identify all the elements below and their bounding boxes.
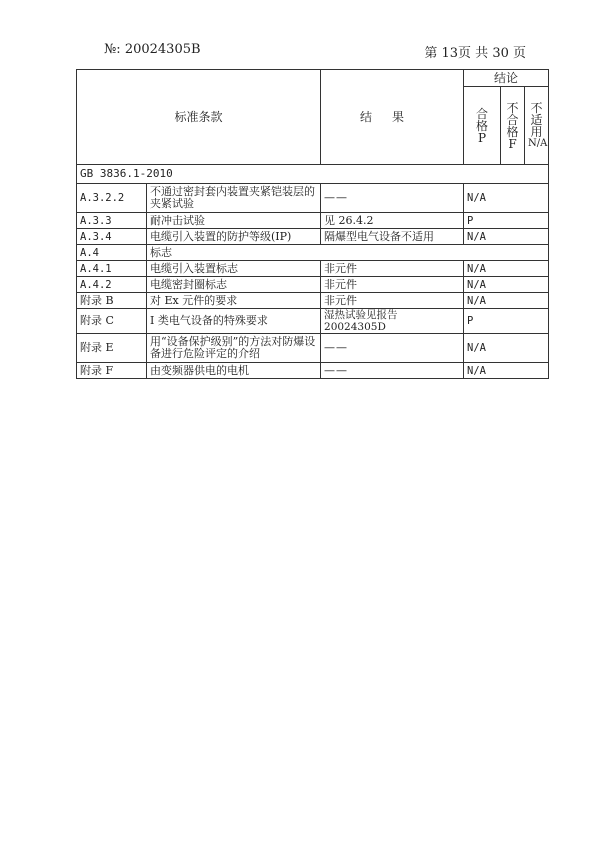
standard-title: GB 3836.1-2010 xyxy=(77,165,549,184)
table-row xyxy=(77,309,549,334)
header-standard-clause: 标准条款 xyxy=(77,70,321,165)
requirement-cell: 对 Ex 元件的要求 xyxy=(147,293,321,309)
clause-cell: A.4 xyxy=(77,245,147,261)
requirement-cell: 由变频器供电的电机 xyxy=(147,363,321,379)
table-row xyxy=(77,277,549,293)
verdict-cell: N/A xyxy=(464,277,549,293)
table-row xyxy=(77,245,549,261)
clause-cell: A.3.2.2 xyxy=(77,184,147,213)
verdict-cell: P xyxy=(464,213,549,229)
result-cell: 非元件 xyxy=(321,261,464,277)
result-cell: 见 26.4.2 xyxy=(321,213,464,229)
result-cell: 非元件 xyxy=(321,277,464,293)
verdict-table xyxy=(76,69,549,379)
header-conclusion: 结论 xyxy=(464,70,549,87)
result-cell: 非元件 xyxy=(321,293,464,309)
clause-cell: A.4.2 xyxy=(77,277,147,293)
clause-cell: A.4.1 xyxy=(77,261,147,277)
page-number: 第 13页 共 30 页 xyxy=(424,46,526,61)
report-number: №: 20024305B xyxy=(104,42,201,57)
header-result: 结果 xyxy=(321,70,464,165)
header-pass: 合 格 P xyxy=(464,87,501,165)
requirement-cell: 电缆引入装置标志 xyxy=(147,261,321,277)
clause-cell: 附录 E xyxy=(77,334,147,363)
requirement-cell: 标志 xyxy=(147,245,549,261)
table-row xyxy=(77,261,549,277)
table-row xyxy=(77,184,549,213)
table-row xyxy=(77,334,549,363)
requirement-cell: I 类电气设备的特殊要求 xyxy=(147,309,321,334)
verdict-cell: N/A xyxy=(464,229,549,245)
table-row xyxy=(77,229,549,245)
verdict-cell: P xyxy=(464,309,549,334)
verdict-cell: N/A xyxy=(464,293,549,309)
table-row xyxy=(77,213,549,229)
verdict-cell: N/A xyxy=(464,334,549,363)
requirement-cell: 不通过密封套内装置夹紧铠装层的夹紧试验 xyxy=(147,184,321,213)
header-fail: 不 合 格 F xyxy=(501,87,525,165)
requirement-cell: 用“设备保护级别”的方法对防爆设备进行危险评定的介绍 xyxy=(147,334,321,363)
verdict-cell: N/A xyxy=(464,363,549,379)
header-not-applicable: 不 适 用 N/A xyxy=(525,87,549,165)
requirement-cell: 电缆密封圈标志 xyxy=(147,277,321,293)
result-cell: —— xyxy=(321,184,464,213)
table-row xyxy=(77,293,549,309)
requirement-cell: 电缆引入装置的防护等级(IP) xyxy=(147,229,321,245)
clause-cell: A.3.4 xyxy=(77,229,147,245)
result-cell: —— xyxy=(321,334,464,363)
verdict-cell: N/A xyxy=(464,184,549,213)
clause-cell: 附录 C xyxy=(77,309,147,334)
clause-cell: A.3.3 xyxy=(77,213,147,229)
verdict-cell: N/A xyxy=(464,261,549,277)
requirement-cell: 耐冲击试验 xyxy=(147,213,321,229)
table-row xyxy=(77,363,549,379)
result-cell: 隔爆型电气设备不适用 xyxy=(321,229,464,245)
clause-cell: 附录 B xyxy=(77,293,147,309)
result-cell: 湿热试验见报告 20024305D xyxy=(321,309,464,334)
clause-cell: 附录 F xyxy=(77,363,147,379)
result-cell: —— xyxy=(321,363,464,379)
